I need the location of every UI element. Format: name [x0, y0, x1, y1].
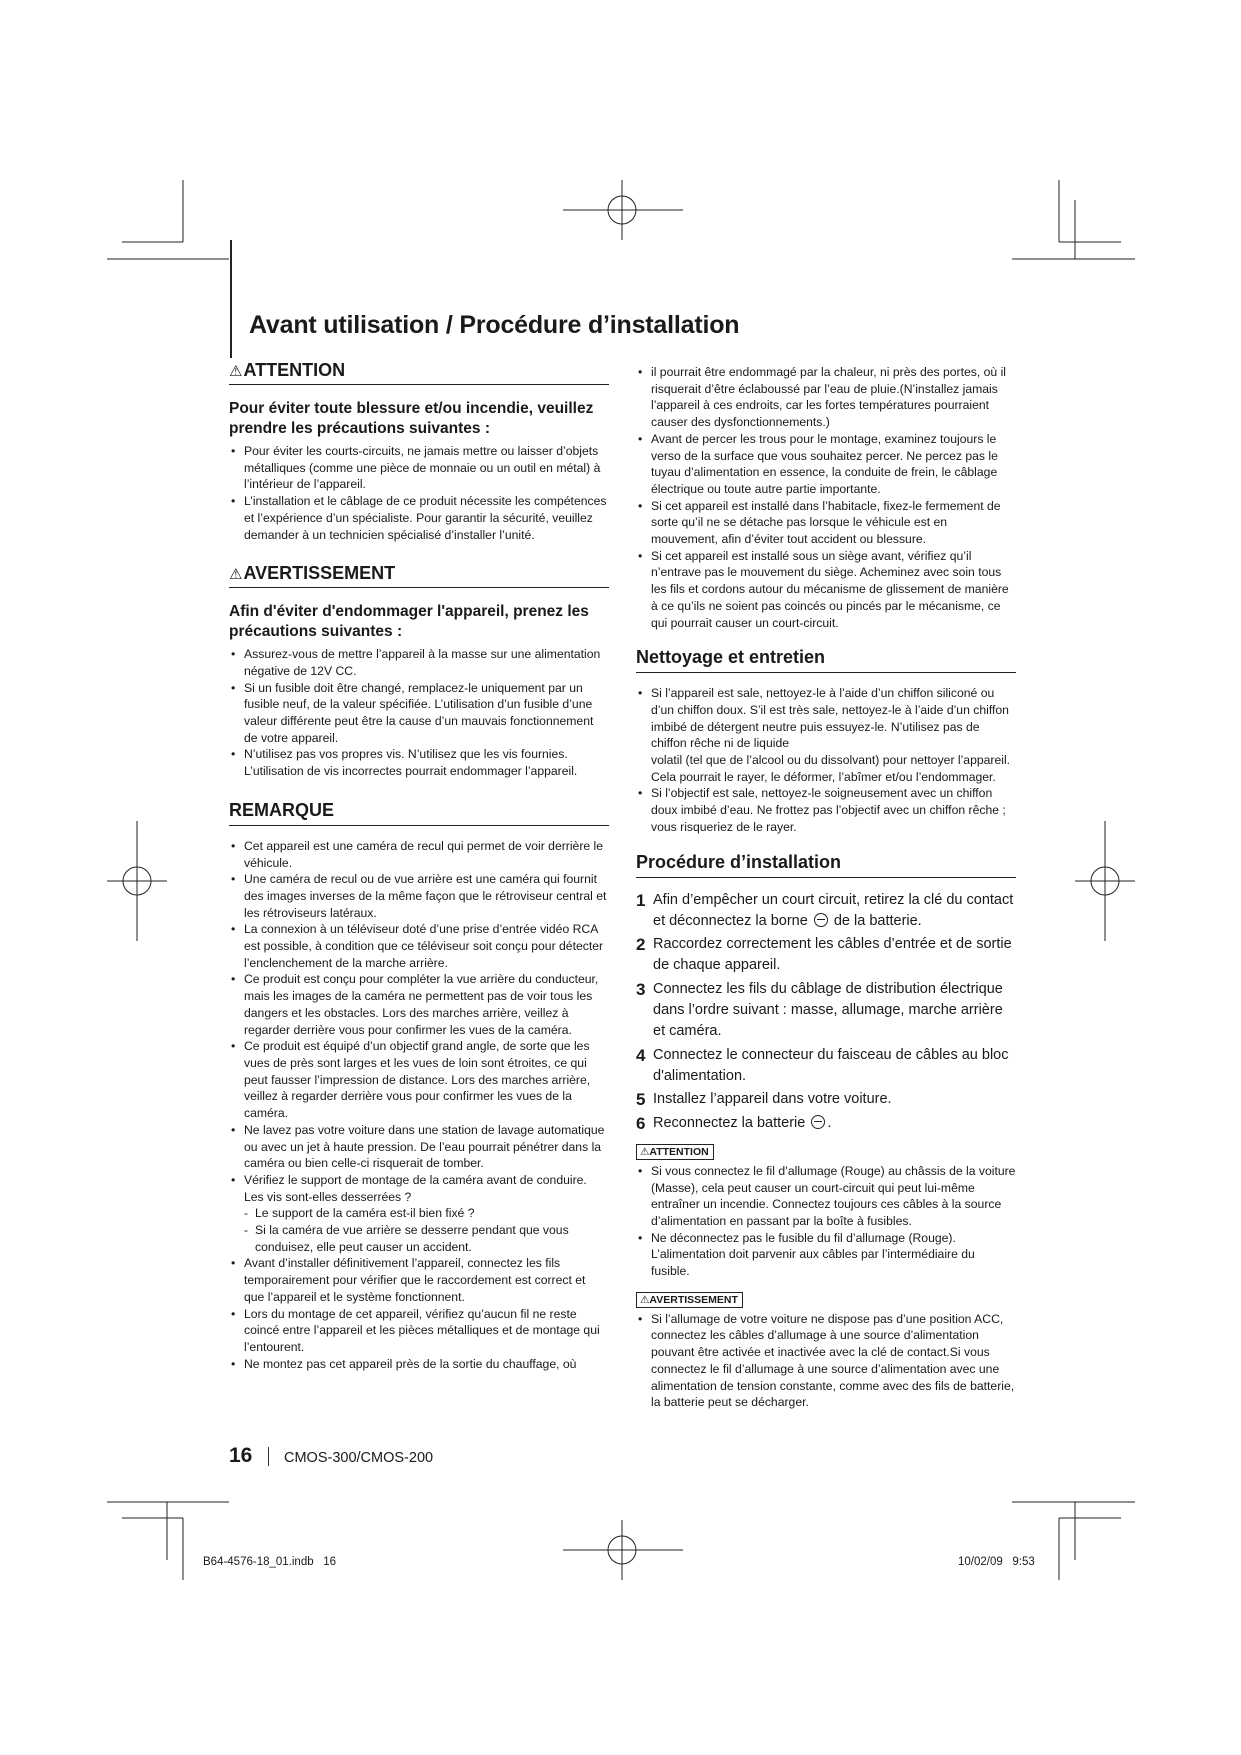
minus-terminal-icon	[814, 913, 828, 927]
remarque-list	[229, 838, 609, 1373]
list-item: • Lors du montage de cet appareil, vérifiez qu’aucun fil ne reste coincé entre l’appareil et les pièces métalliques et de montage qui l’entourent.	[229, 1306, 609, 1356]
step-3: 3 Connectez les fils du câblage de distribution électrique dans l’ordre suivant : masse, allumage, marche arrière et caméra.	[636, 979, 1003, 1040]
footer-separator	[268, 1447, 269, 1466]
attention-label: ⚠ATTENTION	[636, 1144, 714, 1160]
list-item: • Pour éviter les courts-circuits, ne jamais mettre ou laisser d’objets métalliques (comme une pièce de monnaie ou un outil en métal) à l’intérieur de l’appareil.	[229, 443, 609, 493]
list-item: • Une caméra de recul ou de vue arrière est une caméra qui fournit des images inverses de la même façon que le rétroviseur central et les rétroviseurs latéraux.	[229, 871, 609, 921]
attention-heading: ⚠ ATTENTION	[229, 360, 609, 385]
list-item: • Ce produit est conçu pour compléter la vue arrière du conducteur, mais les images de la caméra ne permettent pas de voir tous les dangers et les obstacles. Lors des marches arrière, veillez à regarder derrière vous pour confirmer les vues de la caméra.	[229, 971, 609, 1038]
list-item: • Si l’allumage de votre voiture ne dispose pas d’une position ACC, connectez les câbles d’allumage à une source d’alimentation pouvant être activée et inactivée avec la clé de contact.Si vous connectez le fil d’allumage à une source d’alimentation avec une alimentation de tension constante, comme avec des fils de batterie, la batterie peut se décharger.	[636, 1311, 1016, 1411]
remarque-heading: REMARQUE	[229, 800, 609, 826]
left-column	[229, 360, 609, 1372]
title-rule	[230, 240, 232, 358]
list-item: • Ne lavez pas votre voiture dans une station de lavage automatique ou avec un jet à haute pression. De l’eau pourrait pénétrer dans la caméra ou bien celle-ci risquerait de tomber.	[229, 1122, 609, 1172]
minus-terminal-icon	[811, 1115, 825, 1129]
list-item-continued: • il pourrait être endommagé par la chaleur, ni près des portes, où il risquerait d’être éclaboussé par l’eau de pluie.(N’installez jamais l’appareil à ces endroits, car les fortes températures pourraient causer des dysfonctionnements.)	[636, 364, 1016, 431]
dash-item: - Si la caméra de vue arrière se desserre pendant que vous conduisez, elle peut causer un accident.	[244, 1222, 609, 1255]
procedure-avertissement-list	[636, 1311, 1016, 1411]
list-item: • Ne montez pas cet appareil près de la sortie du chauffage, où	[229, 1356, 609, 1373]
attention-subheading: Pour éviter toute blessure et/ou incendie, veuillez prendre les précautions suivantes :	[229, 400, 594, 437]
nettoyage-heading: Nettoyage et entretien	[636, 647, 1016, 673]
avertissement-list	[229, 646, 609, 780]
list-item: • Assurez-vous de mettre l’appareil à la masse sur une alimentation négative de 12V CC.	[229, 646, 609, 679]
list-item: • Si l’appareil est sale, nettoyez-le à l’aide d’un chiffon siliconé ou d’un chiffon doux. S’il est très sale, nettoyez-le à l’aide d’un chiffon imbibé de détergent neutre puis essuyez-le. N’utilisez pas de chiffon rêche ni de liquide volatil (tel que de l’alcool ou du dissolvant) pour nettoyer l’appareil. Cela pourrait le rayer, le déformer, l’abîmer et/ou l’endommager.	[636, 685, 1016, 785]
support-item-question: Les vis sont-elles desserrées ?	[244, 1189, 412, 1204]
warning-triangle-icon: ⚠	[229, 565, 243, 583]
right-column	[636, 364, 1016, 1411]
avertissement-subheading: Afin d'éviter d'endommager l'appareil, prenez les précautions suivantes :	[229, 603, 589, 641]
step-5: 5 Installez l’appareil dans votre voiture.	[636, 1090, 892, 1110]
procedure-heading: Procédure d’installation	[636, 852, 1016, 878]
list-item: • Cet appareil est une caméra de recul qui permet de voir derrière le véhicule.	[229, 838, 609, 871]
list-item: • La connexion à un téléviseur doté d’une prise d’entrée vidéo RCA est possible, à condition que ce téléviseur soit conçu pour détecter l’enclenchement de la marche arrière.	[229, 921, 609, 971]
step-2: 2 Raccordez correctement les câbles d’entrée et de sortie de chaque appareil.	[636, 935, 1012, 974]
page-title: Avant utilisation / Procédure d’installation	[249, 311, 740, 339]
list-item: • Si vous connectez le fil d’allumage (Rouge) au châssis de la voiture (Masse), cela peut causer un court-circuit qui peut lui-même entraîner un incendie. Connectez toujours ces câbles à la source d’alimentation en passant par la boîte à fusibles.	[636, 1163, 1016, 1230]
warning-triangle-icon: ⚠	[229, 362, 243, 380]
support-dash-list	[244, 1205, 609, 1255]
support-item-text: • Vérifiez le support de montage de la caméra avant de conduire.	[244, 1172, 587, 1187]
dash-item: - Le support de la caméra est-il bien fixé ?	[244, 1205, 609, 1222]
step-6: 6 Reconnectez la batterie .	[636, 1113, 832, 1133]
list-item: • Ce produit est équipé d’un objectif grand angle, de sorte que les vues de près sont larges et les vues de loin sont étroites, ce qui peut fausser l’impression de distance. Lors des marches arrière, veillez à regarder derrière vous pour confirmer les vues de la caméra.	[229, 1038, 609, 1122]
page-number: 16	[229, 1444, 253, 1467]
list-item: • Si cet appareil est installé sous un siège avant, vérifiez qu’il n’entrave pas le mouvement du siège. Acheminez avec soin tous les fils et cordons autour du mécanisme de glissement de manière à ce qu’ils ne soient pas coincés ou pincés par le mécanisme, ce qui pourrait causer un court-circuit.	[636, 548, 1016, 632]
print-slug-date: 10/02/09 9:53	[958, 1556, 1035, 1568]
list-item: • Si l’objectif est sale, nettoyez-le soigneusement avec un chiffon doux imbibé d’eau. Ne frottez pas l’objectif avec un chiffon rêche ; vous risqueriez de le rayer.	[636, 785, 1016, 835]
step-4: 4 Connectez le connecteur du faisceau de câbles au bloc d'alimentation.	[636, 1045, 1009, 1084]
step-1: 1 Afin d’empêcher un court circuit, retirez la clé du contact et déconnectez la borne de la batterie.	[636, 890, 1014, 929]
list-item	[229, 1172, 609, 1256]
warning-triangle-icon: ⚠	[640, 1293, 650, 1306]
list-item: • Si un fusible doit être changé, remplacez-le uniquement par un fusible neuf, de la valeur spécifiée. L’utilisation d’un fusible d’une valeur différente peut être la cause d’un mauvais fonctionnement de votre appareil.	[229, 680, 609, 747]
list-item: • L’installation et le câblage de ce produit nécessite les compétences et l’expérience d’un spécialiste. Pour garantir la sécurité, veuillez demander à un technicien spécialisé d’installer l’unité.	[229, 493, 609, 543]
continued-list	[636, 364, 1016, 631]
avertissement-label: ⚠AVERTISSEMENT	[636, 1292, 743, 1308]
list-item: • Avant d’installer définitivement l’appareil, connectez les fils temporairement pour vérifier que le raccordement est correct et que l’appareil et le système fonctionnent.	[229, 1255, 609, 1305]
print-slug-file: B64-4576-18_01.indb 16	[203, 1556, 336, 1568]
avertissement-heading: ⚠ AVERTISSEMENT	[229, 563, 609, 588]
list-item: • Ne déconnectez pas le fusible du fil d’allumage (Rouge). L’alimentation doit parvenir aux câbles par l’intermédiaire du fusible.	[636, 1230, 1016, 1280]
attention-list	[229, 443, 609, 543]
model-name: CMOS-300/CMOS-200	[284, 1450, 434, 1466]
warning-triangle-icon: ⚠	[640, 1145, 650, 1158]
list-item: • Avant de percer les trous pour le montage, examinez toujours le verso de la surface que vous souhaitez percer. Ne percez pas le tuyau d’alimentation en essence, la conduite de frein, le câblage électrique ou toute autre partie importante.	[636, 431, 1016, 498]
list-item: • N’utilisez pas vos propres vis. N’utilisez que les vis fournies. L’utilisation de vis incorrectes pourrait endommager l’appareil.	[229, 746, 609, 779]
procedure-steps	[636, 890, 1016, 1134]
list-item: • Si cet appareil est installé dans l’habitacle, fixez-le fermement de sorte qu’il ne se détache pas lorsque le véhicule est en mouvement, afin d’éviter tout accident ou blessure.	[636, 498, 1016, 548]
procedure-attention-list	[636, 1163, 1016, 1280]
nettoyage-list	[636, 685, 1016, 835]
